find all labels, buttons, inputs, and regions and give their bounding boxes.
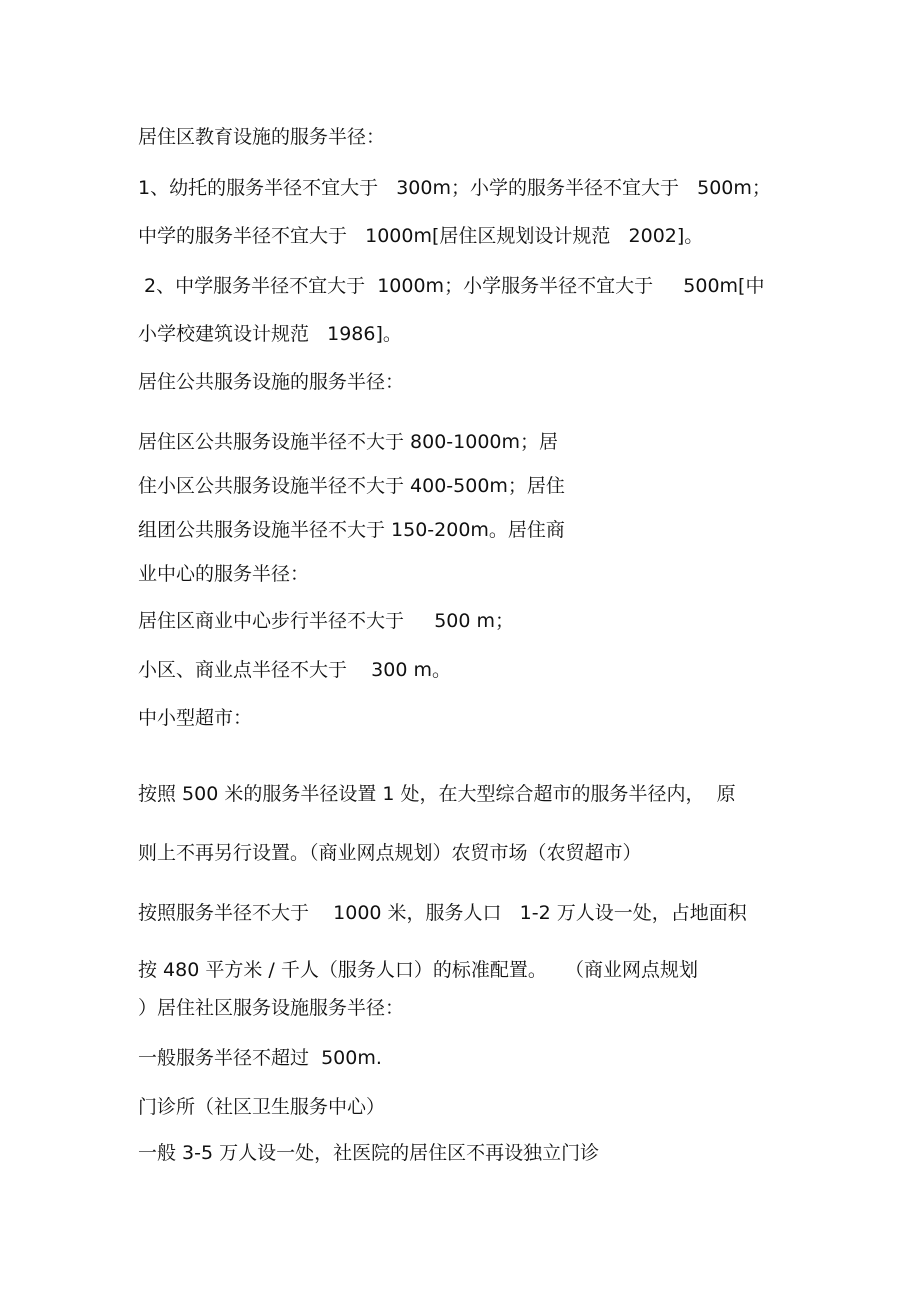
text-line: 小学校建筑设计规范 1986]。	[138, 323, 402, 345]
text-line: 中小型超市：	[138, 707, 253, 729]
text-line: 居住公共服务设施的服务半径：	[138, 371, 405, 393]
text-line: 中学的服务半径不宜大于 1000m[居住区规划设计规范 2002]。	[138, 225, 704, 247]
text-line: 居住区公共服务设施半径不大于 800-1000m；居	[138, 431, 559, 453]
text-line: 门诊所（社区卫生服务中心）	[138, 1096, 386, 1118]
text-line: 一般服务半径不超过 500m.	[138, 1047, 382, 1069]
text-line: 组团公共服务设施半径不大于 150-200m。居住商	[138, 519, 565, 541]
text-line: 业中心的服务半径：	[138, 563, 310, 585]
text-line: 居住区教育设施的服务半径：	[138, 126, 386, 148]
text-line: 按照服务半径不大于 1000 米，服务人口 1-2 万人设一处，占地面积	[138, 902, 747, 924]
text-line: 2、中学服务半径不宜大于 1000m；小学服务半径不宜大于 500m[中	[138, 275, 765, 297]
text-line: 住小区公共服务设施半径不大于 400-500m；居住	[138, 475, 565, 497]
text-line: 按照 500 米的服务半径设置 1 处，在大型综合超市的服务半径内， 原	[138, 783, 736, 805]
text-line: 则上不再另行设置。（商业网点规划）农贸市场（农贸超市）	[138, 842, 642, 864]
text-line: 小区、商业点半径不大于 300 m。	[138, 659, 451, 681]
text-line: 一般 3-5 万人设一处，社医院的居住区不再设独立门诊	[138, 1142, 600, 1164]
text-line: 居住区商业中心步行半径不大于 500 m；	[138, 610, 515, 632]
text-line: 按 480 平方米 / 千人（服务人口）的标准配置。 （商业网点规划	[138, 959, 698, 981]
text-line: 1、幼托的服务半径不宜大于 300m；小学的服务半径不宜大于 500m；	[138, 177, 771, 199]
text-line: ）居住社区服务设施服务半径：	[138, 997, 405, 1019]
